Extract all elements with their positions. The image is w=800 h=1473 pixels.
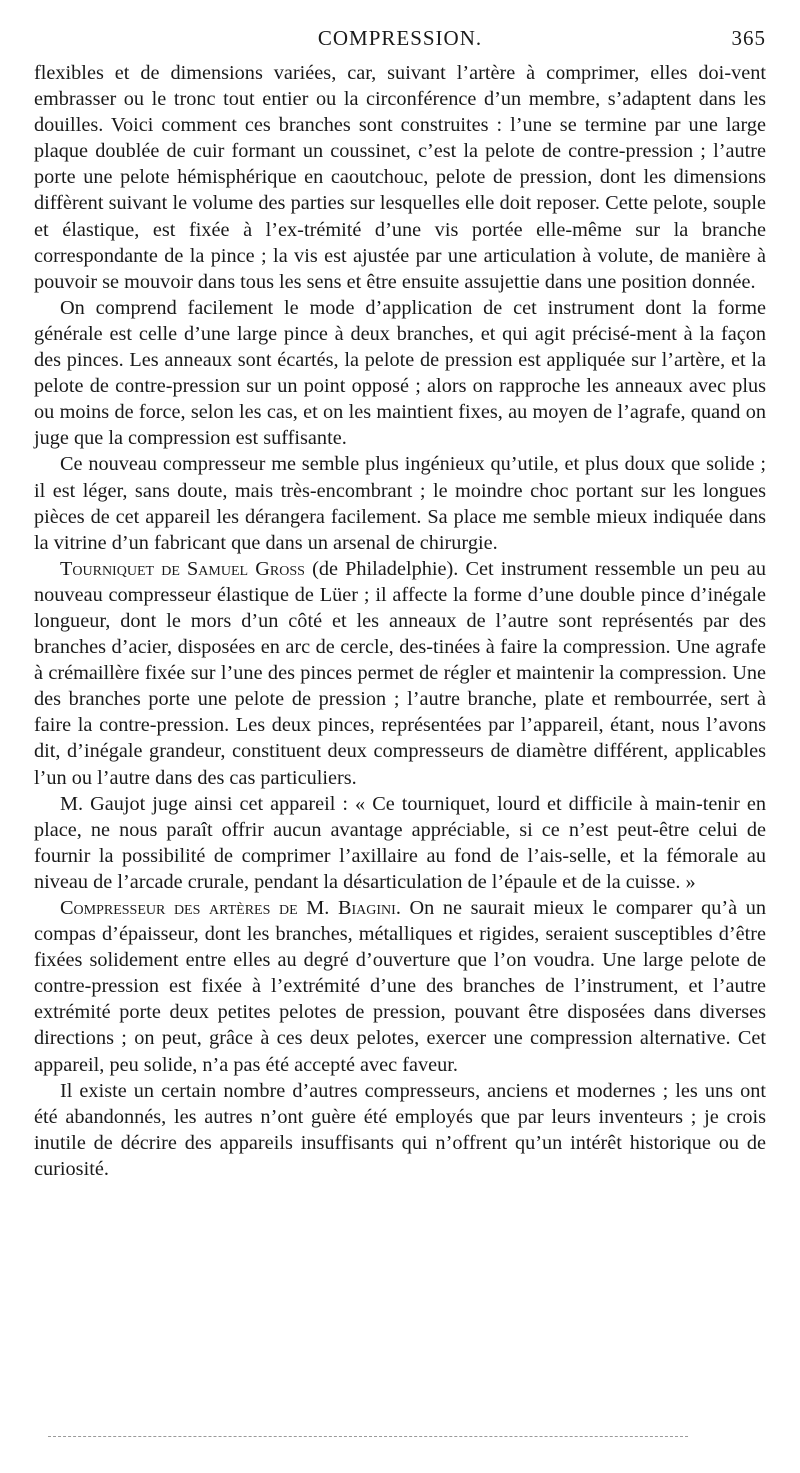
book-page: [34, 26, 766, 1182]
running-title: COMPRESSION.: [317, 26, 483, 50]
running-head: [34, 26, 766, 60]
body-text: [34, 60, 766, 1182]
paragraph-text: M. Gaujot juge ainsi cet appareil : « Ce tourniquet, lourd et difficile à main-tenir en place, ne nous paraît offrir aucun avantage appréciable, si ce n’est peut-être celui de fournir la possibilité de comprimer l’axillaire au fond de l’ais-selle, et la fémorale au niveau de l’arcade crurale, pendant la désarticulation de l’épaule et de la cuisse. »: [34, 792, 766, 893]
section-lead-gross: Tourniquet de Samuel Gross: [60, 557, 305, 580]
paragraph-text: (de Philadelphie). Cet instrument ressemble un peu au nouveau compresseur élastique de Lüer ; il affecte la forme d’une double pince d’inégale longueur, dont le mors d’un côté et les anneaux de l’autre sont représentés par des branches d’acier, disposées en arc de cercle, des-tinées à faire la compression. Une agrafe à crémaillère fixée sur l’une des pinces permet de régler et maintenir la compression. Une des branches porte une pelote de pression ; l’autre branche, plate et rembourrée, sert à faire la contre-pression. Les deux pinces, représentées par l’appareil, étant, nous l’avons dit, d’inégale grandeur, constituent deux compresseurs de diamètre différent, applicables l’un ou l’autre dans des cas particuliers.: [34, 557, 766, 789]
paragraph-continuation: [34, 60, 766, 295]
paragraph-opinion: [34, 451, 766, 555]
paragraph-application: [34, 295, 766, 452]
paragraph-gross-tourniquet: [34, 556, 766, 791]
page-number: 365: [731, 26, 766, 50]
paragraph-other-compressors: [34, 1078, 766, 1182]
paragraph-text: On ne saurait mieux le comparer qu’à un compas d’épaisseur, dont les branches, métalliques et rigides, seraient susceptibles d’être fixées solidement entre elles au degré d’ouverture que l’on voudra. Une large pelote de contre-pression est fixée à l’extrémité d’une des branches de l’instrument, et l’autre extrémité porte deux petites pelotes de pression, pouvant être disposées dans diverses directions ; on peut, grâce à ces deux pelotes, exercer une compression alternative. Cet appareil, peu solide, n’a pas été accepté avec faveur.: [34, 897, 766, 1076]
paragraph-gaujot-quote: [34, 791, 766, 895]
paragraph-biagini-compressor: [34, 895, 766, 1078]
footer-rule: [48, 1436, 688, 1437]
paragraph-text: Il existe un certain nombre d’autres compresseurs, anciens et modernes ; les uns ont été abandonnés, les autres n’ont guère été employés que par leurs inventeurs ; je crois inutile de décrire des appareils insuffisants qui n’offrent qu’un intérêt historique ou de curiosité.: [34, 1079, 766, 1180]
section-lead-biagini: Compresseur des artères de M. Biagini.: [60, 897, 401, 919]
paragraph-text: Ce nouveau compresseur me semble plus ingénieux qu’utile, et plus doux que solide ; il est léger, sans doute, mais très-encombrant ; le moindre choc portant sur les longues pièces de cet appareil les dérangera facilement. Sa place me semble mieux indiquée dans la vitrine d’un fabricant que dans un arsenal de chirurgie.: [34, 453, 766, 554]
paragraph-text: On comprend facilement le mode d’application de cet instrument dont la forme générale est celle d’une large pince à deux branches, et qui agit précisé-ment à la façon des pinces. Les anneaux sont écartés, la pelote de pression est appliquée sur l’artère, et la pelote de contre-pression sur un point opposé ; alors on rapproche les anneaux avec plus ou moins de force, selon les cas, et on les maintient fixes, au moyen de l’agrafe, quand on juge que la compression est suffisante.: [34, 296, 766, 450]
paragraph-text: flexibles et de dimensions variées, car, suivant l’artère à comprimer, elles doi-vent embrasser ou le tronc tout entier ou la circonférence d’un membre, s’adaptent dans les douilles. Voici comment ces branches sont construites : l’une se termine par une large plaque doublée de cuir formant un coussinet, c’est la pelote de contre-pression ; l’autre porte une pelote hémisphérique en caoutchouc, pelote de pression, dont les dimensions diffèrent suivant le volume des parties sur lesquelles elle doit reposer. Cette pelote, souple et élastique, est fixée à l’ex-trémité d’une vis portée elle-même sur la branche correspondante de la pince ; la vis est ajustée par une articulation à volute, de manière à pouvoir se mouvoir dans tous les sens et être ensuite assujettie dans une position donnée.: [34, 62, 766, 293]
